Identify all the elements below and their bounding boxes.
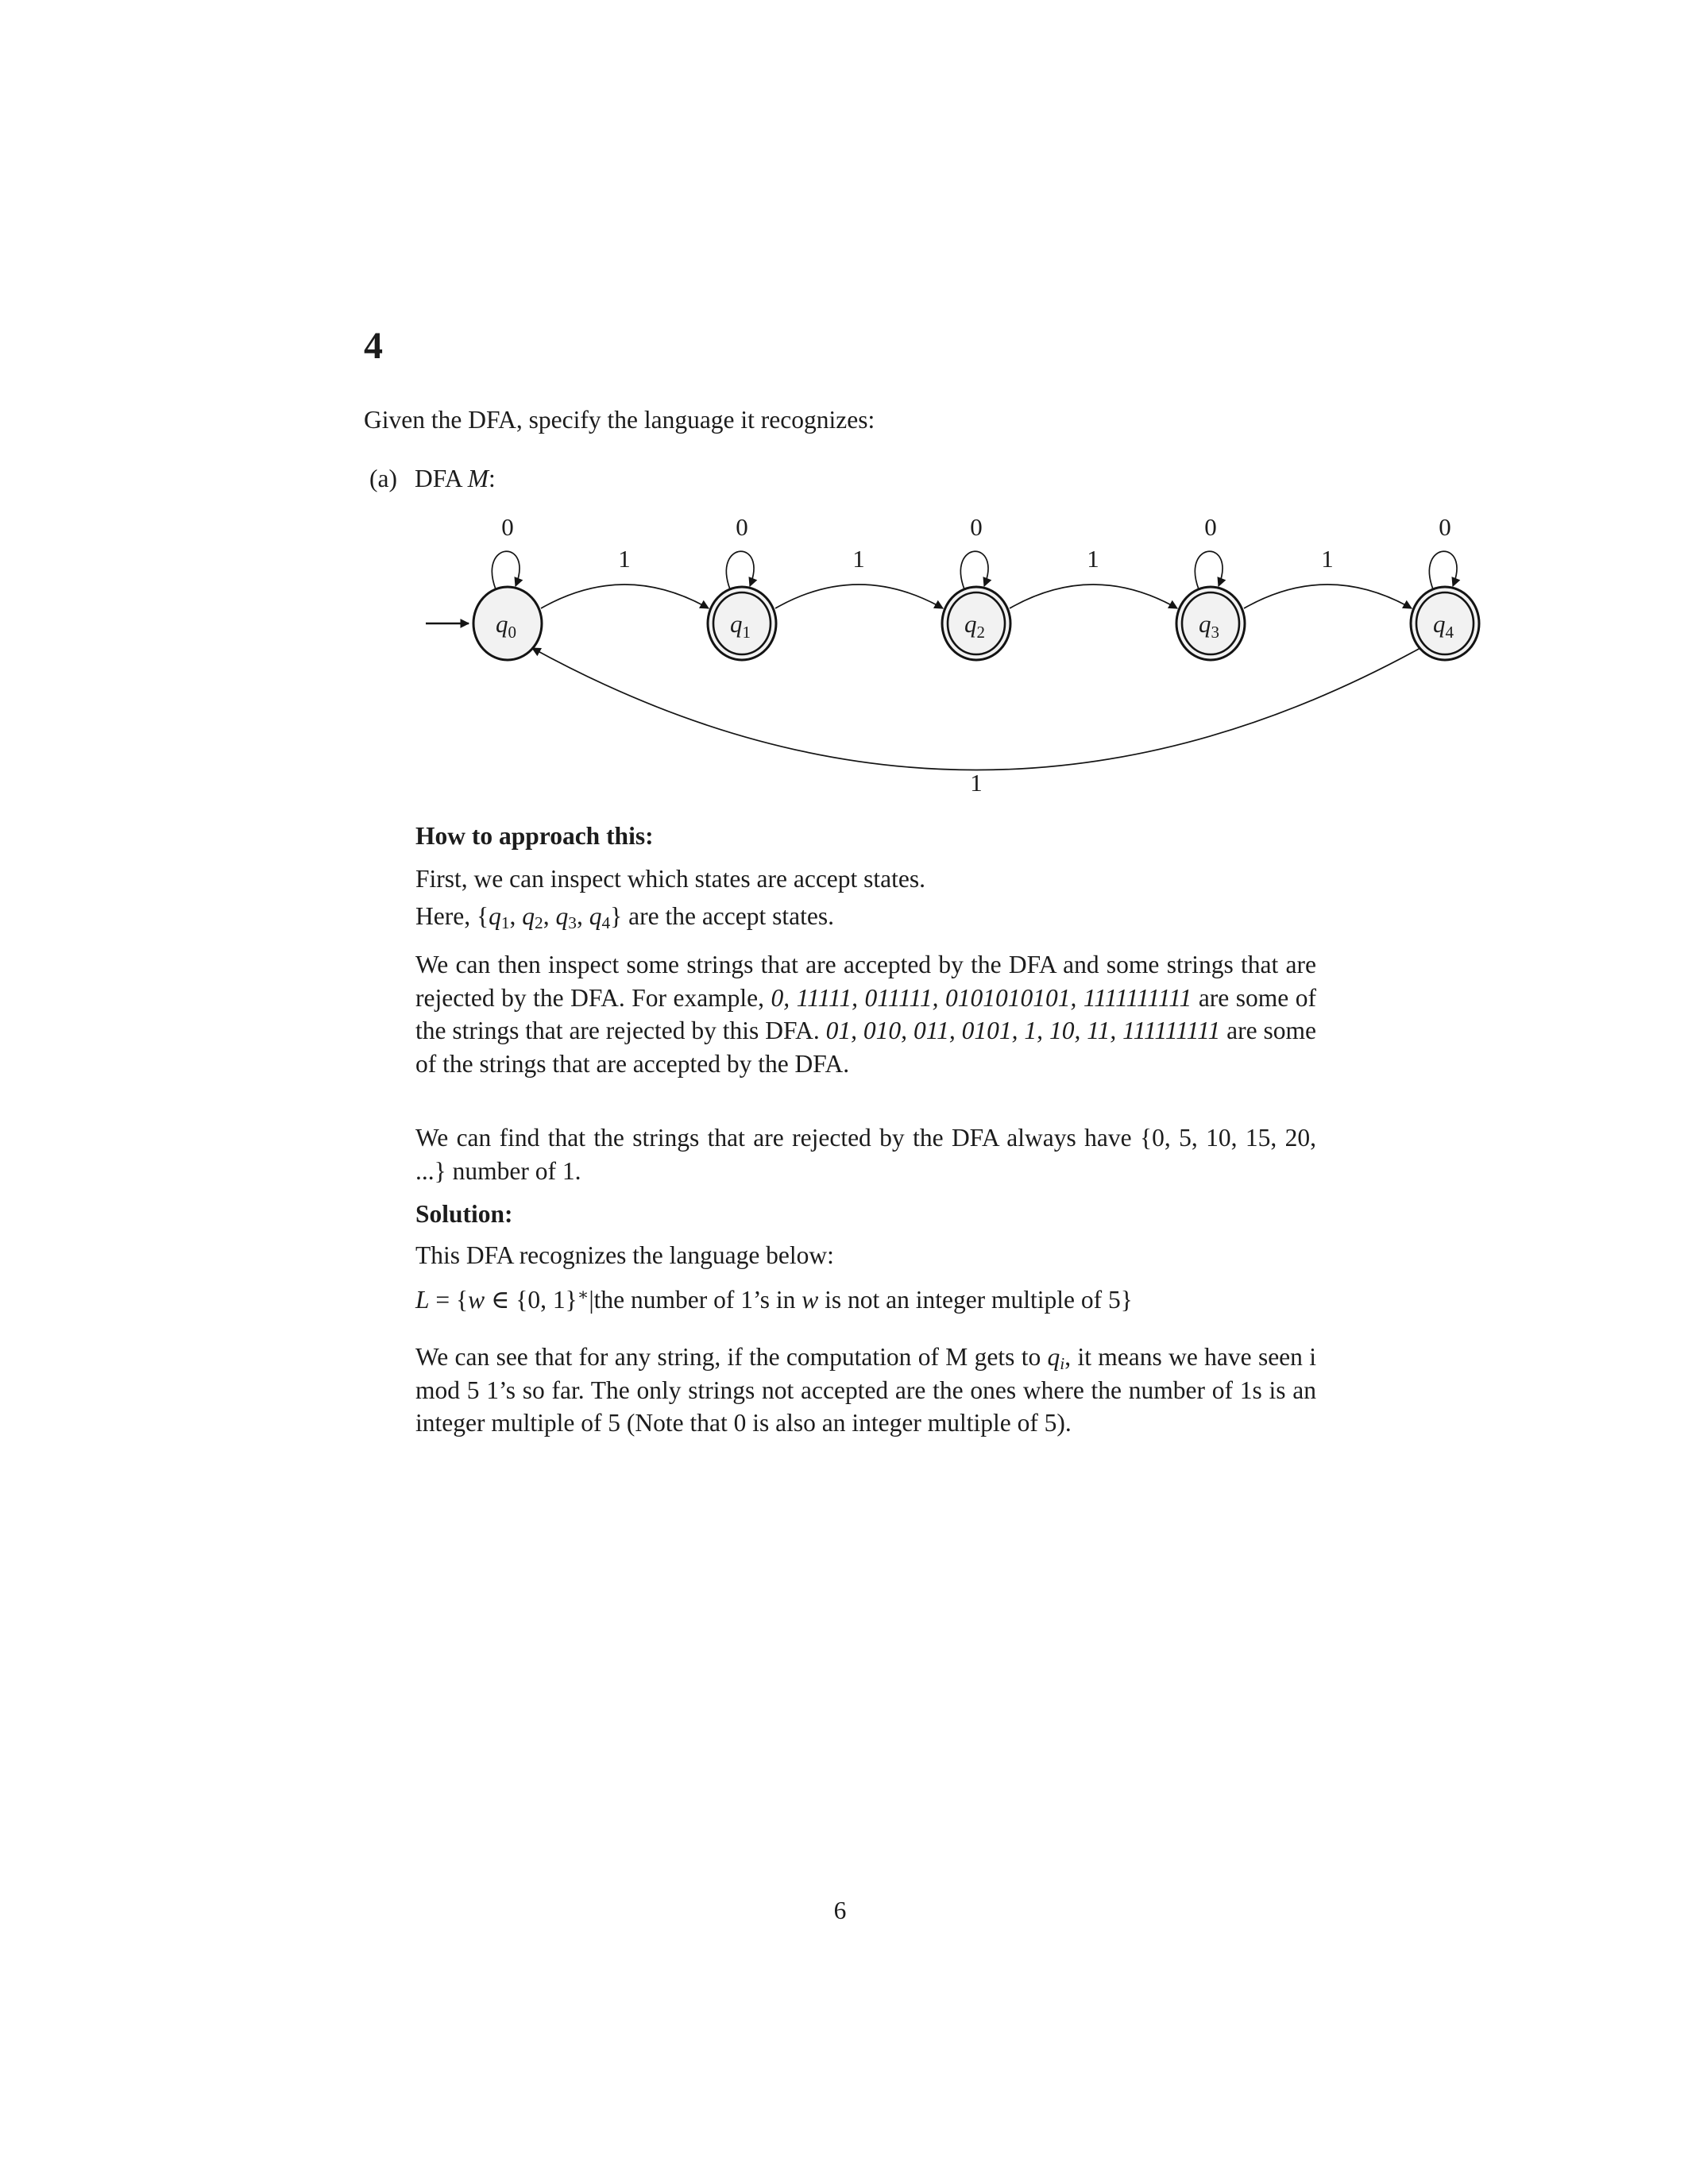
intro-line: Given the DFA, specify the language it recognizes:	[364, 406, 875, 434]
self-loop-q1	[726, 551, 754, 589]
part-label: (a)	[369, 465, 397, 492]
transition-label-q0-q1: 1	[618, 545, 631, 573]
state-q2-name: q	[964, 610, 977, 638]
state-q4-name: q	[1433, 610, 1446, 638]
return-label-q4-q0: 1	[970, 769, 983, 797]
approach-inspect-paragraph: First, we can inspect which states are accept states.	[415, 865, 926, 893]
solution-heading: Solution:	[415, 1200, 513, 1228]
self-loop-label-q0: 0	[501, 513, 514, 541]
solution-intro: This DFA recognizes the language below:	[415, 1241, 834, 1269]
approach-heading: How to approach this:	[415, 822, 654, 850]
self-loop-q0	[492, 551, 520, 589]
state-q2	[942, 513, 1010, 660]
state-q3	[1176, 513, 1245, 660]
page-number: 6	[833, 1897, 847, 1924]
language-formula: L = {w ∈ {0, 1}∗|the number of 1’s in w is not an integer multiple of 5}	[415, 1285, 1133, 1314]
state-q2-subscript: 2	[976, 623, 985, 642]
transition-arc-q0-q1	[541, 585, 709, 608]
approach-pattern-paragraph: We can find that the strings that are rejected by the DFA always have {0, 5, 10, 15, 20, ...} number of 1.	[415, 1124, 1316, 1185]
transition-label-q2-q3: 1	[1087, 545, 1099, 573]
approach-accept-states-paragraph: Here, {$q_1$, $q_2$, $q_3$, $q_4$} are the accept states.	[415, 902, 834, 933]
self-loop-q2	[960, 551, 988, 589]
self-loop-label-q1: 0	[736, 513, 748, 541]
state-q3-name: q	[1199, 610, 1211, 638]
state-q4-subscript: 4	[1445, 623, 1454, 642]
self-loop-label-q2: 0	[970, 513, 983, 541]
self-loop-q3	[1195, 551, 1223, 589]
state-q0-subscript: 0	[508, 623, 516, 642]
state-q3-subscript: 3	[1211, 623, 1219, 642]
state-q0	[473, 513, 542, 660]
self-loop-q4	[1429, 551, 1457, 589]
self-loop-label-q3: 0	[1204, 513, 1217, 541]
approach-examples-paragraph: We can then inspect some strings that are accepted by the DFA and some strings that are rejected by the DFA. For example, 0, 11111, 011111, 0101010101, 1111111111 are some of the strings that are rejected by this DFA. 01, 010, 011, 0101, 1, 10, 11, 111111111 are some of the strings that are accepted by the DFA.	[415, 951, 1316, 1078]
dfa-diagram	[350, 491, 1541, 808]
transition-arc-q2-q3	[1010, 585, 1177, 608]
part-title: DFA M:	[414, 465, 496, 492]
return-arc-q4-q0	[532, 648, 1420, 770]
solution-explanation-paragraph: We can see that for any string, if the computation of M gets to $q_i$, it means we have seen i mod 5 1’s so far. The only strings not accepted are the ones where the number of 1s is an integer multiple of 5 (Note that 0 is also an integer multiple of 5).	[415, 1343, 1316, 1437]
transition-arc-q3-q4	[1244, 585, 1412, 608]
state-q4	[1411, 513, 1479, 660]
state-q1-name: q	[730, 610, 743, 638]
state-q1-subscript: 1	[742, 623, 751, 642]
state-q0-name: q	[496, 610, 508, 638]
transition-label-q3-q4: 1	[1321, 545, 1334, 573]
state-q1	[708, 513, 776, 660]
self-loop-label-q4: 0	[1439, 513, 1451, 541]
transition-label-q1-q2: 1	[852, 545, 865, 573]
section-number: 4	[364, 325, 383, 367]
transition-arc-q1-q2	[775, 585, 943, 608]
